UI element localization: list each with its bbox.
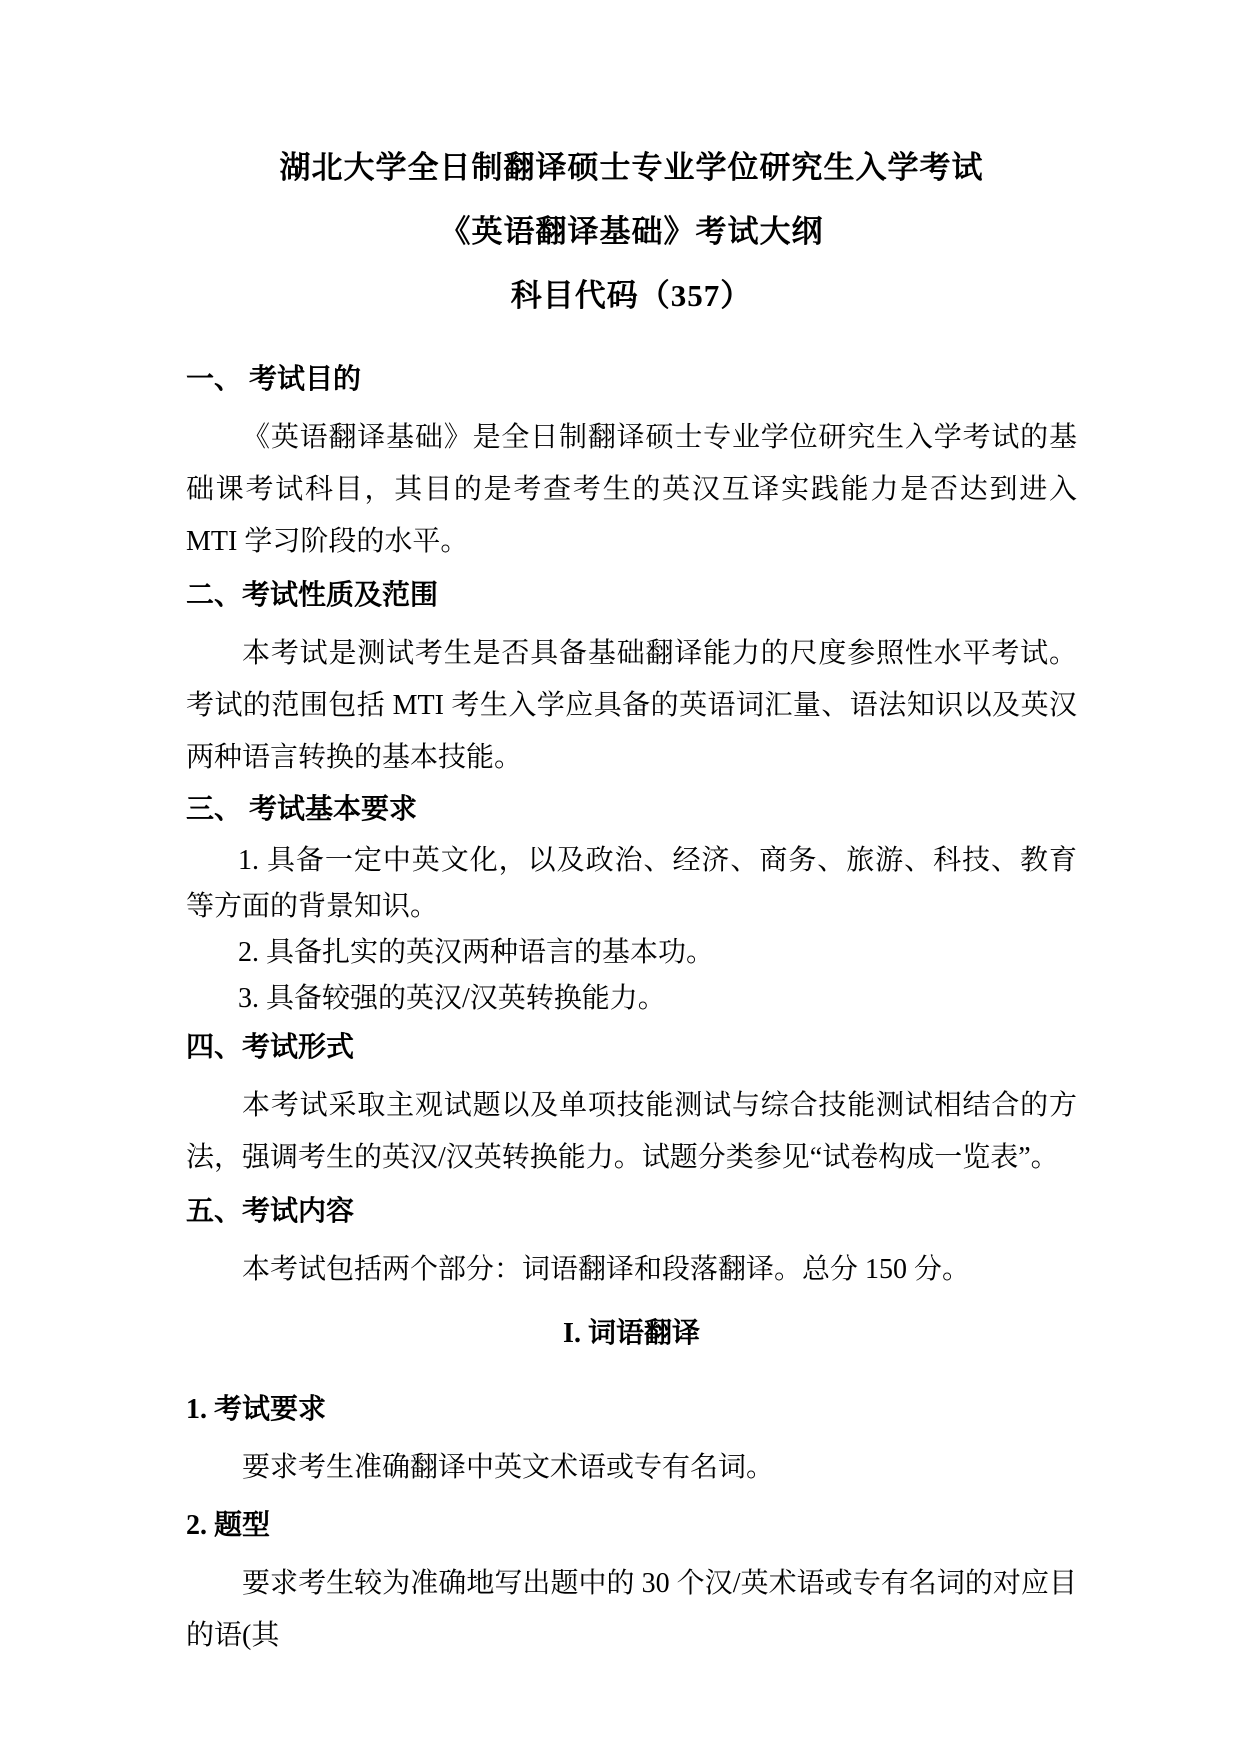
section-1-paragraph: 《英语翻译基础》是全日制翻译硕士专业学位研究生入学考试的基础课考试科目，其目的是考查考生的英汉互译实践能力是否达到进入 MTI 学习阶段的水平。 [186,422,1077,557]
section-5-heading-exam-content: 五、考试内容 [186,1196,355,1227]
part-1-sub-2-paragraph: 要求考生较为准确地写出题中的 30 个汉/英术语或专有名词的对应目的语(其 [186,1568,1077,1651]
section-2-paragraph: 本考试是测试考生是否具备基础翻译能力的尺度参照性水平考试。考试的范围包括 MTI 考生入学应具备的英语词汇量、语法知识以及英汉两种语言转换的基本技能。 [186,638,1077,773]
part-1-sub-1-paragraph: 要求考生准确翻译中英文术语或专有名词。 [242,1452,775,1483]
section-5-paragraph: 本考试包括两个部分：词语翻译和段落翻译。总分 150 分。 [242,1254,971,1285]
doc-title-line2: 《英语翻译基础》考试大纲 [439,214,824,249]
section-3-item-2: 2. 具备扎实的英汉两种语言的基本功。 [238,937,715,968]
section-1-heading-exam-purpose: 一、 考试目的 [186,364,362,395]
doc-title-line1: 湖北大学全日制翻译硕士专业学位研究生入学考试 [279,150,984,185]
section-3-item-3: 3. 具备较强的英汉/汉英转换能力。 [238,983,666,1014]
part-1-sub-1-heading-exam-requirement: 1. 考试要求 [186,1394,327,1425]
section-4-paragraph: 本考试采取主观试题以及单项技能测试与综合技能测试相结合的方法，强调考生的英汉/汉英转换能力。试题分类参见“试卷构成一览表”。 [186,1090,1077,1173]
section-3-item-1: 1. 具备一定中英文化，以及政治、经济、商务、旅游、科技、教育等方面的背景知识。 [186,845,1077,922]
doc-title-line3-subject-code: 科目代码（357） [510,278,753,313]
section-2-heading-exam-nature-scope: 二、考试性质及范围 [186,580,439,611]
part-1-sub-2-heading-question-type: 2. 题型 [186,1510,271,1541]
part-1-heading-term-translation: I. 词语翻译 [563,1318,700,1349]
section-4-heading-exam-format: 四、考试形式 [186,1032,355,1063]
section-3-heading-basic-requirements: 三、 考试基本要求 [186,794,418,825]
